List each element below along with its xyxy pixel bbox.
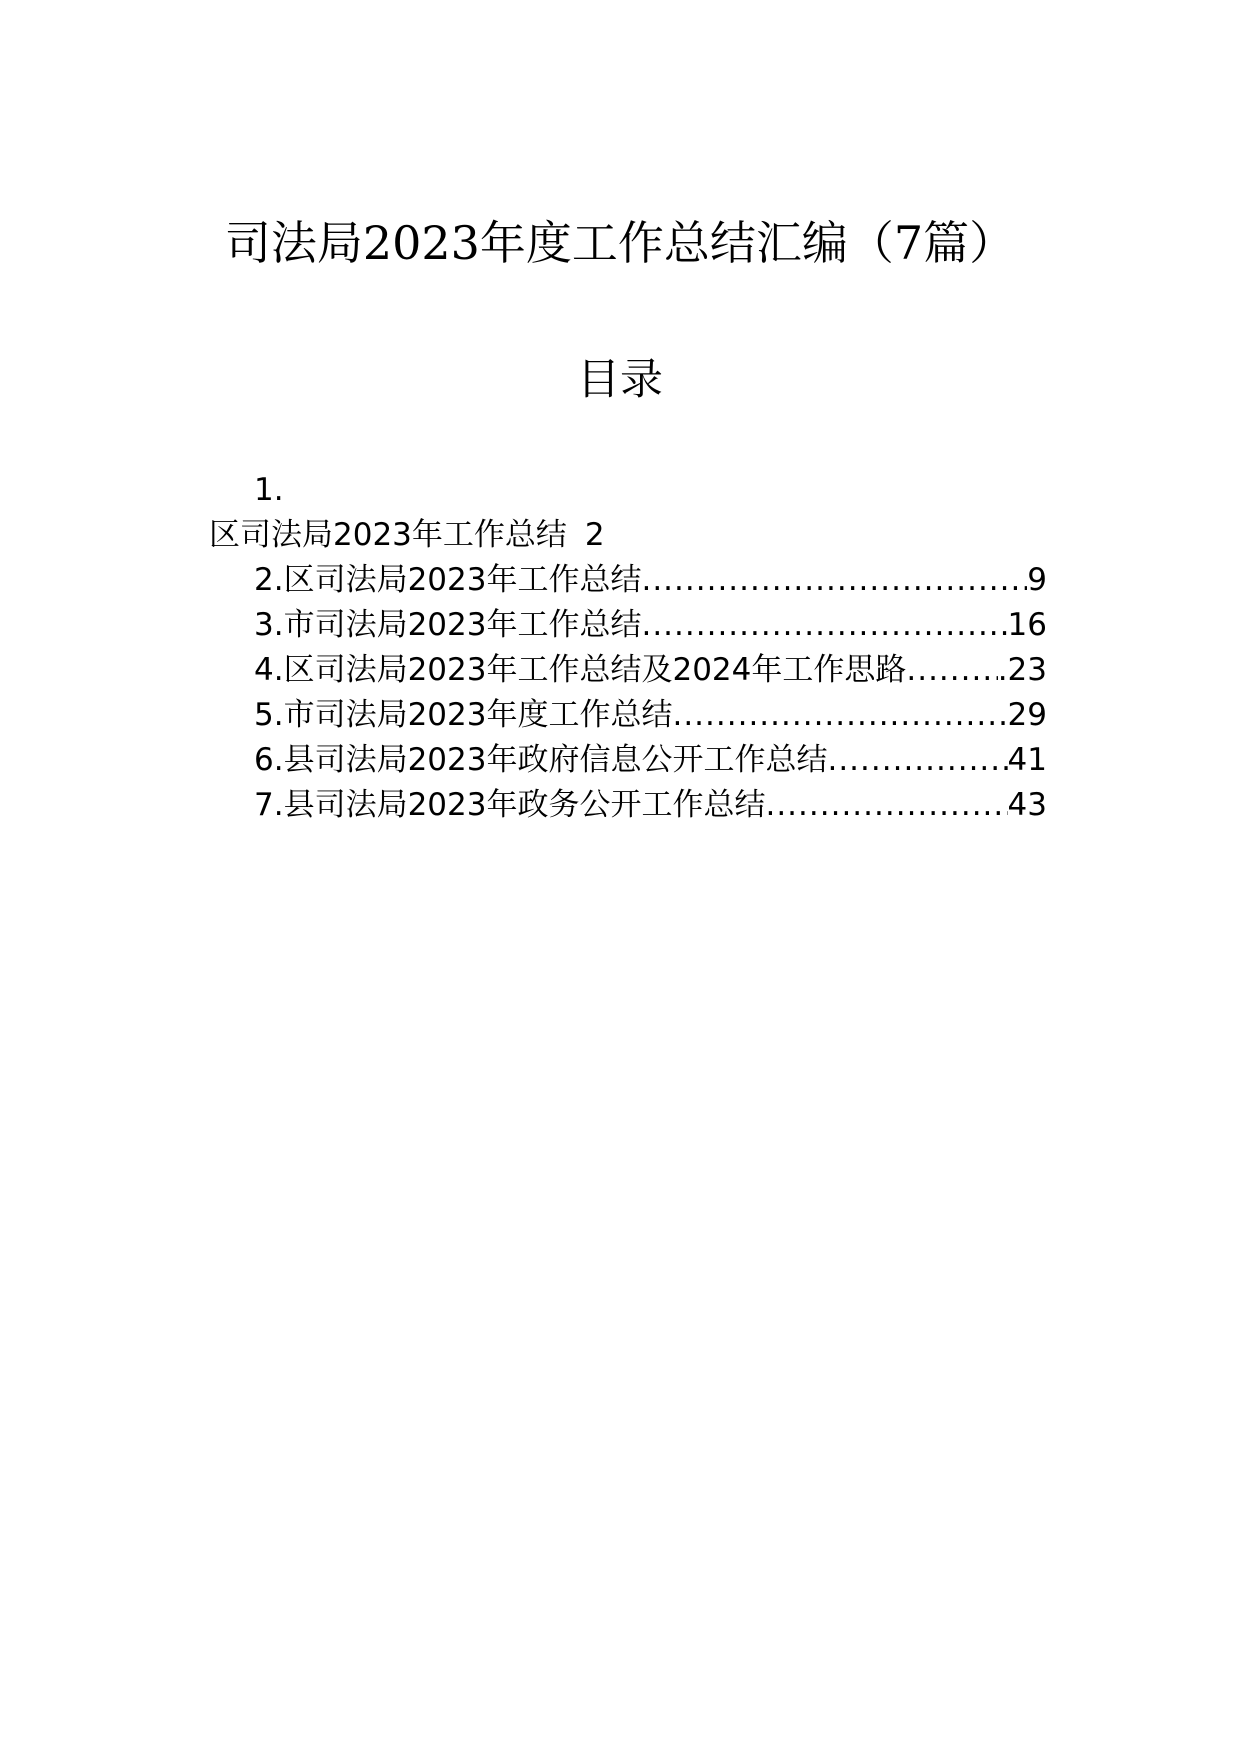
dot-leader bbox=[827, 740, 1007, 780]
toc-heading: 目录 bbox=[577, 355, 663, 405]
toc-entry-7[interactable] bbox=[254, 785, 1047, 825]
toc-entry-6[interactable] bbox=[254, 740, 1047, 780]
toc-entry-label: 3.市司法局2023年工作总结 bbox=[254, 607, 642, 643]
toc-entry-page: 41 bbox=[1007, 742, 1047, 778]
dot-leader bbox=[672, 695, 1007, 735]
toc-entry-page: .23 bbox=[997, 652, 1047, 688]
dot-leader bbox=[641, 605, 1007, 645]
toc-entry-3[interactable] bbox=[254, 605, 1047, 645]
toc-entry-label: 区司法局2023年工作总结 bbox=[209, 517, 567, 553]
toc-entry-page: 43 bbox=[1007, 787, 1047, 823]
dot-leader bbox=[641, 560, 1027, 600]
toc-entry-label: 4.区司法局2023年工作总结及2024年工作思路 bbox=[254, 652, 907, 688]
toc-entry-4[interactable] bbox=[254, 650, 1047, 690]
toc-entry-5[interactable] bbox=[254, 695, 1047, 735]
toc-entry-1[interactable] bbox=[209, 515, 605, 555]
toc-entry-1-number[interactable]: 1. bbox=[254, 472, 284, 508]
toc-entry-page: 29 bbox=[1007, 697, 1047, 733]
toc-entry-label: 2.区司法局2023年工作总结 bbox=[254, 562, 642, 598]
toc-entry-page: 16 bbox=[1007, 607, 1047, 643]
document-title: 司法局2023年度工作总结汇编（7篇） bbox=[224, 216, 1016, 270]
toc-entry-page: 9 bbox=[1027, 562, 1047, 598]
toc-entry-label: 7.县司法局2023年政务公开工作总结 bbox=[254, 787, 766, 823]
dot-leader bbox=[765, 785, 1007, 825]
toc-entry-label: 5.市司法局2023年度工作总结 bbox=[254, 697, 673, 733]
toc-entry-label: 6.县司法局2023年政府信息公开工作总结 bbox=[254, 742, 828, 778]
toc-entry-2[interactable] bbox=[254, 560, 1047, 600]
dot-leader bbox=[906, 650, 997, 690]
toc-entry-page: 2 bbox=[584, 517, 605, 553]
